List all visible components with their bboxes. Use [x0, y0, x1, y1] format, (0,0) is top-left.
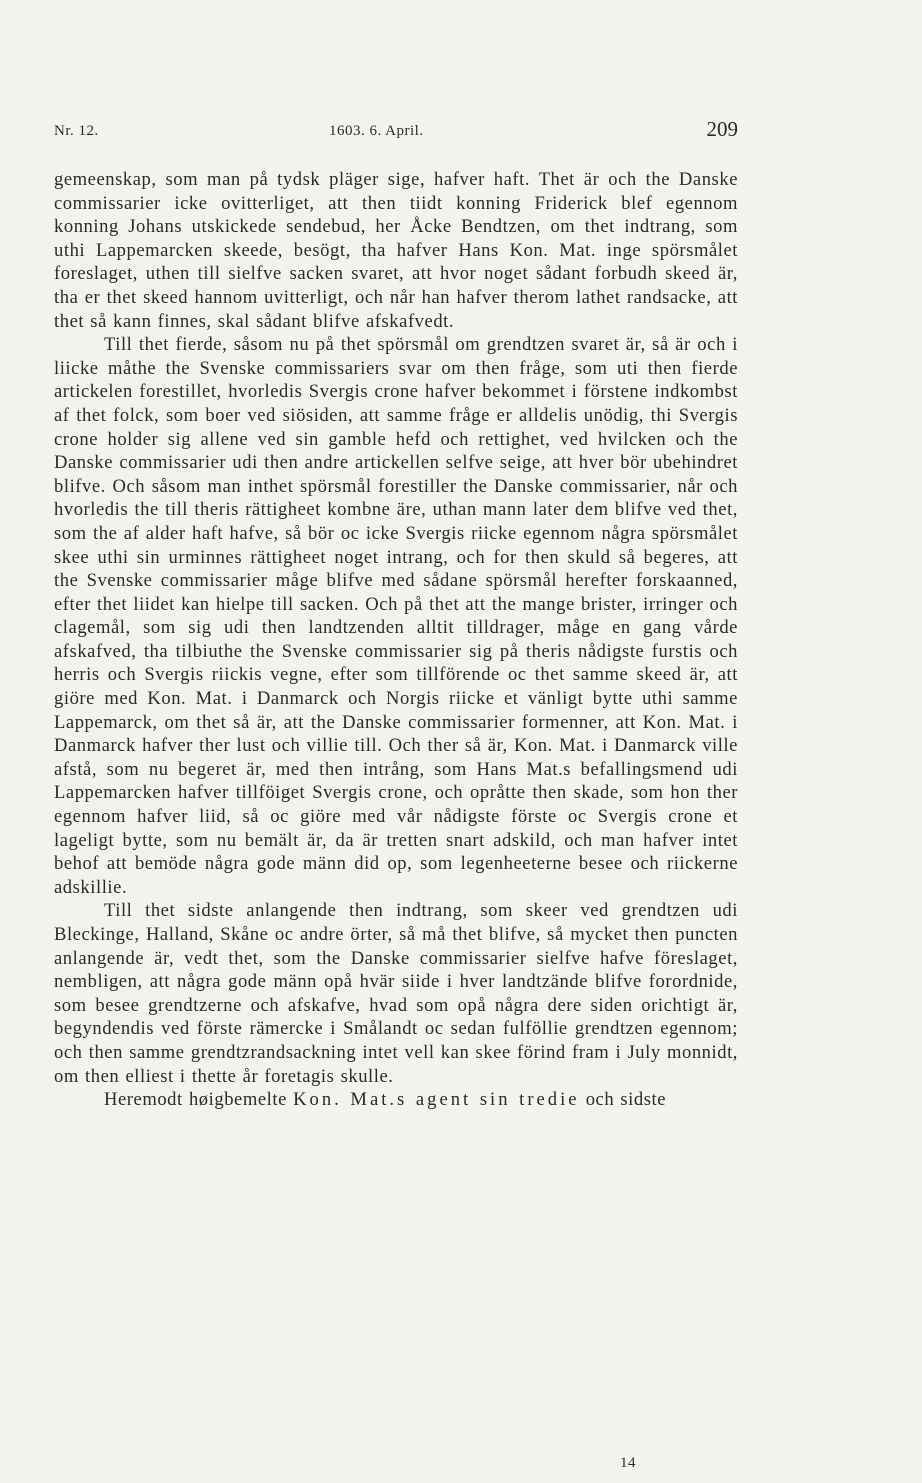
paragraph-1: gemeenskap, som man på tydsk pläger sige, hafver haft. Thet är och the Danske commissarier icke ovitterliget, att then tiidt konning Friderick blef egennom konning Johans utskickede sendebud, her Åcke Bendtzen, om thet indtrang, som uthi Lappemarcken skeede, besögt, tha hafver Hans Kon. Mat. inge spörsmålet foreslaget, uthen till sielfve sacken svaret, att hvor noget sådant forbudh skeed är, tha er thet skeed hannom uvitterligt, och når han hafver therom lathet randsacke, att thet så kann finnes, skal sådant blifve afskafvedt. [54, 169, 738, 332]
last-line-lead: Heremodt høigbemelte [104, 1089, 287, 1111]
last-line-spaced: Kon. Mat.s agent sin tredie [293, 1089, 580, 1111]
paragraph-4 [54, 1088, 738, 1112]
signature-mark: 14 [620, 1455, 636, 1471]
page-number: 209 [706, 117, 738, 141]
paragraph-2: Till thet fierde, såsom nu på thet spörsmål om grendtzen svaret är, så är och i liicke måthe the Svenske commissariers svar om then fråge, som uti then fierde artickelen forestillet, hvorledis Svergis crone hafver bekommet i förstene indkombst af thet folck, som boer ved siösiden, att samme fråge er alldelis unödig, thi Svergis crone holder sig allene ved sin gamble hefd och rettighet, ved hvilcken och the Danske commissarier udi then andre artickellen selfve seige, att hver bör ubehindret blifve. Och såsom man inthet spörsmål forestiller the Danske commissarier, når och hvorledis the till theris rättigheet kombne äre, uthan mann later dem blifve ved thet, som the af alder haft hafve, så bör oc icke Svergis riicke egennom några spörsmålet skee uthi sin urminnes rättigheet noget intrang, och for then skuld så begeres, att the Svenske commissarier måge blifve med sådane spörsmål herefter forskaanned, efter thet liidet kan hielpe till sacken. Och på thet att the mange brister, irringer och clagemål, som sig udi then landtzenden alltit tilldrager, måge en gang vårde afskafved, tha tilbiuthe the Svenske commissarier sig på theris nådigste furstis och herris och Svergis riickis vegne, efter som tillförende oc thet samme skeed är, att giöre med Kon. Mat. i Danmarck och Norgis riicke et vänligt bytte uthi samme Lappemarck, om thet så är, att the Danske commissarier formenner, att Kon. Mat. i Danmarck hafver ther lust och villie till. Och ther så är, Kon. Mat. i Danmarck ville afstå, som nu begeret är, med then intrång, som Hans Mat.s befallingsmend udi Lappemarcken hafver tillföiget Svergis crone, och opråtte then skade, som hon ther egennom hafver liid, så oc giöre med vår nådigste förste oc Svergis crone et lageligt bytte, som nu bemält är, da är tretten snart adskild, och man hafver intet behof att bemöde några gode männ did op, som legenheeterne besee och riickerne adskillie. [54, 334, 738, 898]
document-date: 1603. 6. April. [329, 123, 424, 139]
page-header [54, 117, 738, 147]
body-text [54, 168, 738, 1112]
document-number: Nr. 12. [54, 123, 99, 139]
paragraph-3: Till thet sidste anlangende then indtrang, som skeer ved grendtzen udi Bleckinge, Halland, Skåne oc andre örter, så må thet blifve, så mycket then puncten anlangende är, vedt thet, som the Danske commissarier sielfve hafve föreslaget, nembligen, att några gode männ opå hvär siide i hver landtzände blifve forordnide, som besee grendtzerne och afskafve, hvad som opå några dere siden orichtigt är, begyndendis ved förste rämercke i Smålandt oc sedan fulföllie grendtzen egennom; och then samme grendtzrandsackning intet vell kan skee förind fram i July monnidt, om then elliest i thette år foretagis skulle. [54, 900, 738, 1087]
last-line-tail: och sidste [585, 1089, 667, 1111]
